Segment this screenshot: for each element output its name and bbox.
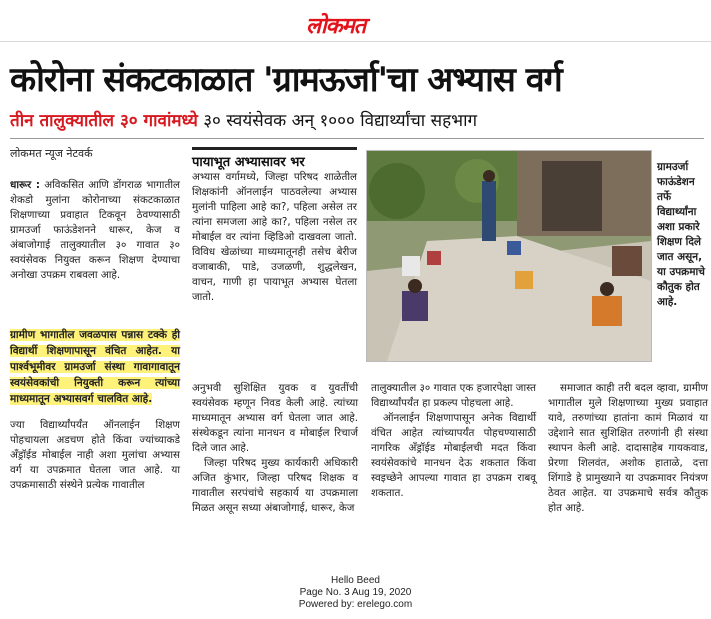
byline: लोकमत न्यूज नेटवर्क: [10, 147, 93, 160]
sidebar-box-title: पायाभूत अभ्यासावर भर: [192, 147, 357, 170]
subhead-highlight: तीन तालुक्यातील ३० गावांमध्ये: [10, 111, 198, 131]
paragraph-7: समाजात काही तरी बदल व्हावा, ग्रामीण भागातील मुले शिक्षणाच्या मुख्य प्रवाहात यावे, तरुणांच्या हातांना कामं मिळावं या उद्देशाने सात सुशिक्षित तरुणांनी ही संस्था स्थापन केली आहे. दादासाहेब गायकवाड, प्रेरणा शिलवंत, अशोक हाताळे, दत्ता शिंगाडे हे प्रामुख्याने या उपक्रमावर नियंत्रण ठेवत आहेत. या उपक्रमाचे सर्वत्र कौतुक होत आहे.: [548, 382, 708, 514]
paragraph-1: अविकसित आणि डोंगराळ भागातील शेकडो मुलांना कोरोनाच्या संकटकाळात शिक्षणाच्या प्रवाहात टिकवून ठेवण्यासाठी ग्रामउर्जा फाऊंडेशनने धारूर, केज व अंबाजोगाई तालुक्यातील ३० गावात ३० स्वयंसेवक नियुक्त करून शिक्षण देण्याचा अनोखा उपक्रम राबवला आहे.: [10, 179, 180, 281]
dateline: धारूर :: [10, 179, 40, 191]
paragraph-4: जिल्हा परिषद मुख्य कार्यकारी अधिकारी अजित कुंभार, जिल्हा परिषद शिक्षक व गावातील सरपंचांचे सहकार्य या उपक्रमाला मिळत असून सध्या अंबाजोगाई, धारूर, केज: [192, 457, 358, 514]
footer-powered-by: Powered by: erelego.com: [298, 599, 413, 610]
lokmat-logo: लोकमत: [306, 14, 366, 39]
article-column-4: [548, 381, 708, 516]
subhead-rest: ३० स्वयंसेवक अन् १००० विद्यार्थ्यांचा सहभाग: [203, 111, 478, 131]
article-subhead: [10, 108, 710, 131]
photo-caption: ग्रामउर्जा फाऊंडेशन तर्फे विद्यार्थ्यांना अशा प्रकारे शिक्षण दिले जात असून, या उपक्रमाचे कौतुक होत आहे.: [657, 161, 705, 308]
footer-edition: Hello Beed: [331, 575, 380, 586]
article-column-2: [192, 381, 358, 516]
footer-page-date: Page No. 3 Aug 19, 2020: [299, 587, 412, 598]
article-photo: [366, 150, 652, 362]
paragraph-6: ऑनलाईन शिक्षणापासून अनेक विद्यार्थी वंचित आहेत त्यांच्यापर्यंत पोहचण्यासाठी नागरिक अँड्रॉईड मोबाईलची मदत किंवा स्वयंसेवकांचे मानधन देऊ शकतात किंवा स्वइच्छेने आपल्या गावात हा उपक्रम राबवू शकतात.: [371, 412, 536, 499]
paragraph-5: तालुक्यातील ३० गावात एक हजारपेक्षा जास्त विद्यार्थ्यांपर्यंत हा प्रकल्प पोहचला आहे.: [371, 382, 536, 409]
page-footer: [0, 575, 711, 611]
headline-rule: [10, 138, 704, 139]
students-studying-outdoors-image: [367, 151, 651, 361]
highlighted-paragraph: ग्रामीण भागातील जवळपास पन्नास टक्के ही विद्यार्थी शिक्षणापासून वंचित आहेत. या पार्श्वभूमीवर ग्रामउर्जा संस्था गावागावातून स्वयंसेवकांची नियुक्ती करून त्यांच्या माध्यमातून अभ्यासवर्ग चालवित आहे.: [10, 329, 180, 405]
article-headline: कोरोना संकटकाळात 'ग्रामऊर्जा'चा अभ्यास वर्ग: [10, 60, 562, 100]
highlight-block: [10, 327, 180, 407]
sidebar-box-text: अभ्यास वर्गामध्ये, जिल्हा परिषद शाळेतील शिक्षकांनी ऑनलाईन पाठवलेल्या अभ्यास मुलांनी पाहिला आहे का?, पहिला असेल तर त्यांना समजला आहे का?, पहिला नसेल तर मोबाईल वर त्यांना व्हिडिओ दाखवला जातो. विविध खेळांच्या माध्यमातूनही तसेच बेरीज वजाबाकी, पाडे, उजळणी, शुद्धलेखन, वाचन, गाणी हा पायाभूत अभ्यास घेतला जातो.: [192, 171, 357, 303]
article-column-3: [371, 381, 536, 501]
article-column-1-intro: [10, 178, 180, 283]
paragraph-2: ज्या विद्यार्थ्यांपर्यंत ऑनलाईन शिक्षण पोहचायला अडचण होते किंवा ज्यांच्याकडे अँड्रॉईड मोबाईल नाही अशा मुलांचा अभ्यास वर्ग या उपक्रमात घेतला जात आहे. या उपक्रमासाठी संस्थेने प्रत्येक गावातील: [10, 419, 180, 491]
masthead-divider: [0, 41, 711, 42]
paragraph-3: अनुभवी सुशिक्षित युवक व युवतींची स्वयंसेवक म्हणून निवड केली आहे. त्यांच्या माध्यमातून अभ्यास वर्ग घेतला जात आहे. संस्थेकडून त्यांना मानधन व मोबाईल रिचार्ज दिले जात आहे.: [192, 382, 358, 454]
